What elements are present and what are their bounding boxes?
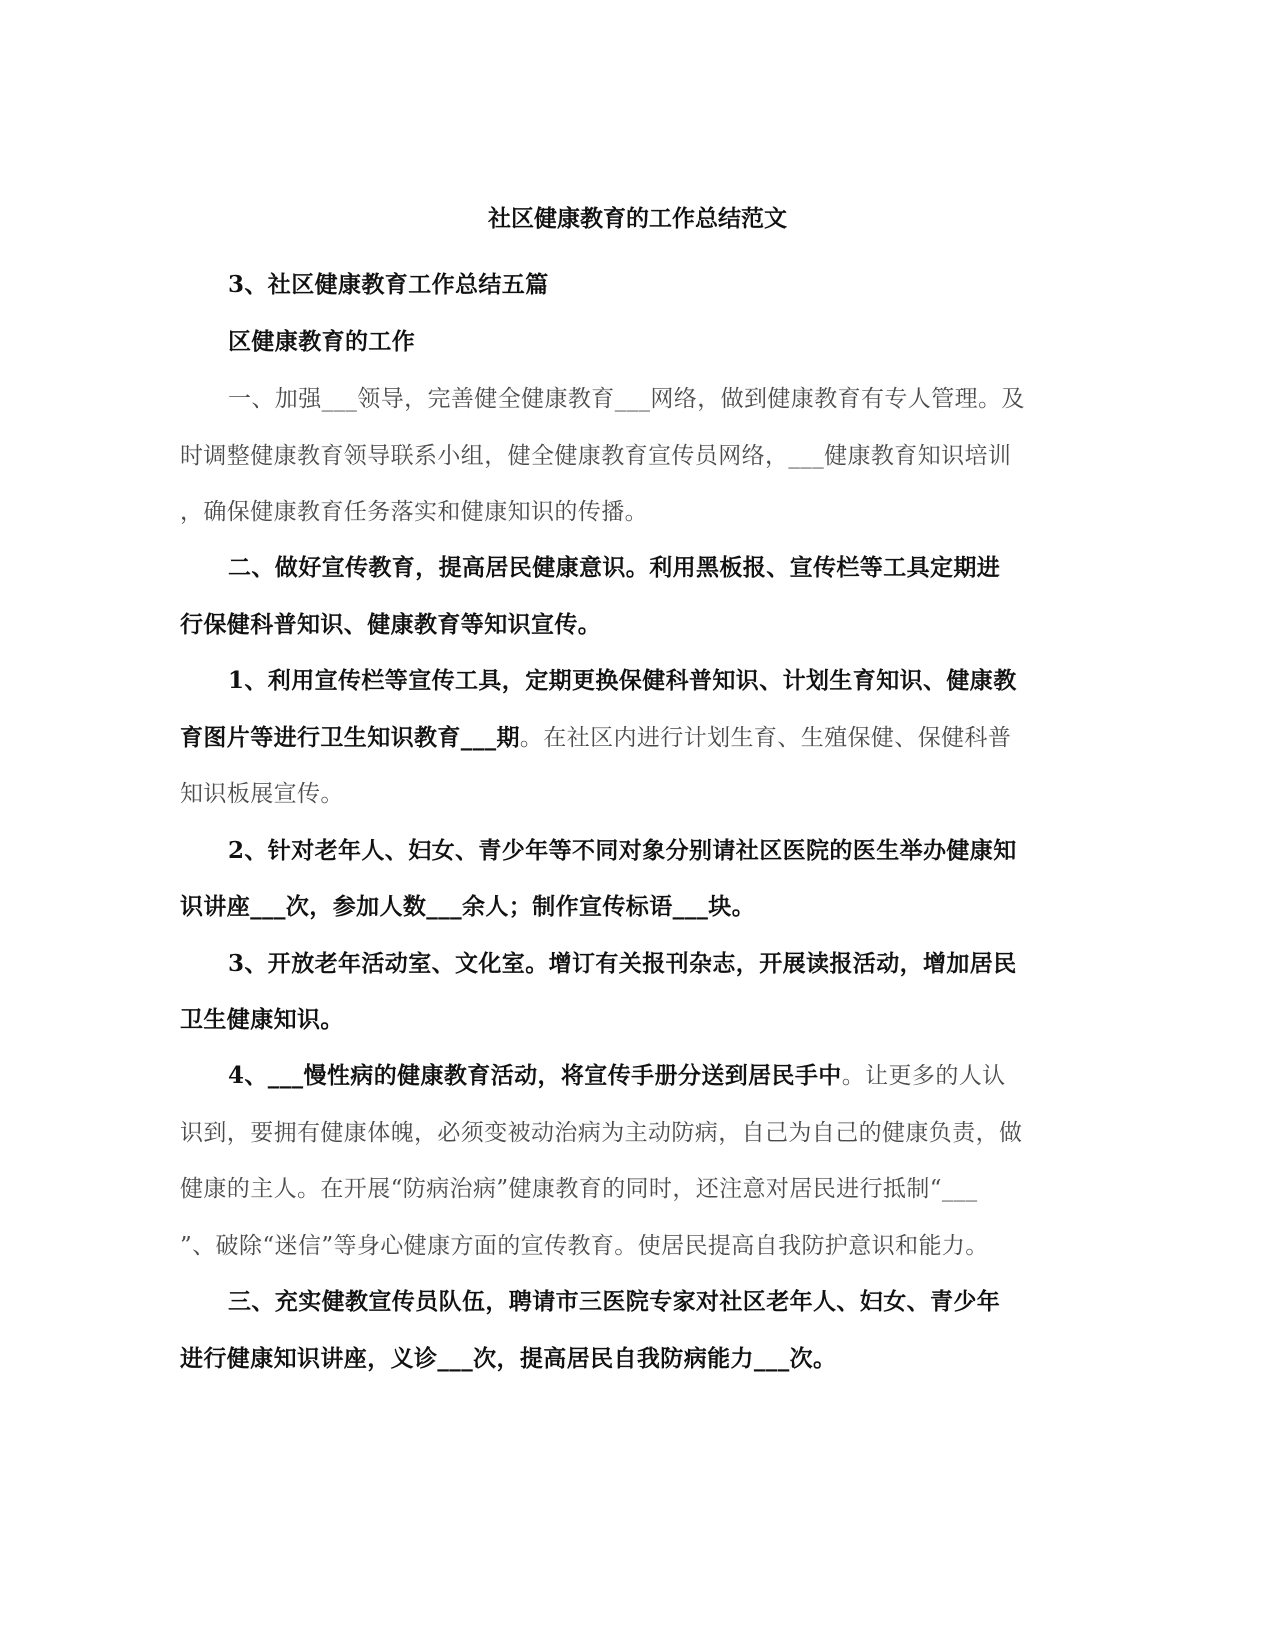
body-text: 识到，要拥有健康体魄，必须变被动治病为主动防病，自己为自己的健康负责，做	[180, 1120, 1023, 1146]
bold-text: 二、做好宣传教育，提高居民健康意识。利用黑板报、宣传栏等工具定期进	[228, 554, 1001, 581]
bold-text: 进行健康知识讲座，义诊___次，提高居民自我防病能力___次。	[180, 1345, 837, 1372]
paragraph-line	[228, 384, 1025, 414]
bold-text: 三、充实健教宣传员队伍，聘请市三医院专家对社区老年人、妇女、青少年	[228, 1288, 1001, 1315]
bold-text: 3、开放老年活动室、文化室。增订有关报刊杂志，开展读报活动，增加居民	[228, 950, 1017, 977]
bold-text: 行保健科普知识、健康教育等知识宣传。	[180, 611, 602, 638]
paragraph-line	[180, 723, 1011, 753]
bold-text: 区健康教育的工作	[228, 328, 416, 355]
paragraph-line	[180, 441, 1011, 471]
paragraph-line	[228, 270, 549, 300]
paragraph-line	[228, 553, 1000, 583]
bold-text: 3、社区健康教育工作总结五篇	[228, 271, 549, 298]
bold-text: 2、针对老年人、妇女、青少年等不同对象分别请社区医院的医生举办健康知	[228, 837, 1017, 864]
paragraph-line	[180, 1344, 836, 1374]
paragraph-line	[228, 949, 1017, 979]
body-text: ”、破除“迷信”等身心健康方面的宣传教育。使居民提高自我防护意识和能力。	[180, 1233, 989, 1259]
body-text: 知识板展宣传。	[180, 781, 344, 807]
paragraph-line	[228, 836, 1017, 866]
body-text: 一、加强___领导，完善健全健康教育___网络，做到健康教育有专人管理。及	[228, 386, 1025, 412]
body-text: 健康的主人。在开展“防病治病”健康教育的同时，还注意对居民进行抵制“___	[180, 1176, 978, 1202]
bold-text: 育图片等进行卫生知识教育___期	[180, 724, 520, 751]
paragraph-line	[180, 1118, 1022, 1148]
bold-text: 1、利用宣传栏等宣传工具，定期更换保健科普知识、计划生育知识、健康教	[228, 667, 1017, 694]
paragraph-line	[180, 497, 648, 527]
paragraph-line	[180, 1005, 344, 1035]
body-text: 时调整健康教育领导联系小组，健全健康教育宣传员网络，___健康教育知识培训	[180, 443, 1012, 469]
paragraph-line	[180, 892, 755, 922]
paragraph-line	[180, 1231, 989, 1261]
body-text: 。在社区内进行计划生育、生殖保健、保健科普	[519, 725, 1012, 751]
paragraph-line	[228, 327, 415, 357]
paragraph-line	[180, 610, 601, 640]
body-text: ，确保健康教育任务落实和健康知识的传播。	[180, 499, 648, 525]
bold-text: 卫生健康知识。	[180, 1006, 344, 1033]
bold-text: 4、___慢性病的健康教育活动，将宣传手册分送到居民手中	[228, 1062, 842, 1089]
paragraph-line	[228, 1061, 1006, 1091]
document-title: 社区健康教育的工作总结范文	[488, 205, 787, 232]
body-text: 。让更多的人认	[841, 1063, 1006, 1089]
paragraph-line	[228, 666, 1017, 696]
paragraph-line	[180, 1174, 978, 1204]
bold-text: 识讲座___次，参加人数___余人；制作宣传标语___块。	[180, 893, 756, 920]
paragraph-line	[228, 1287, 1000, 1317]
paragraph-line	[180, 779, 344, 809]
